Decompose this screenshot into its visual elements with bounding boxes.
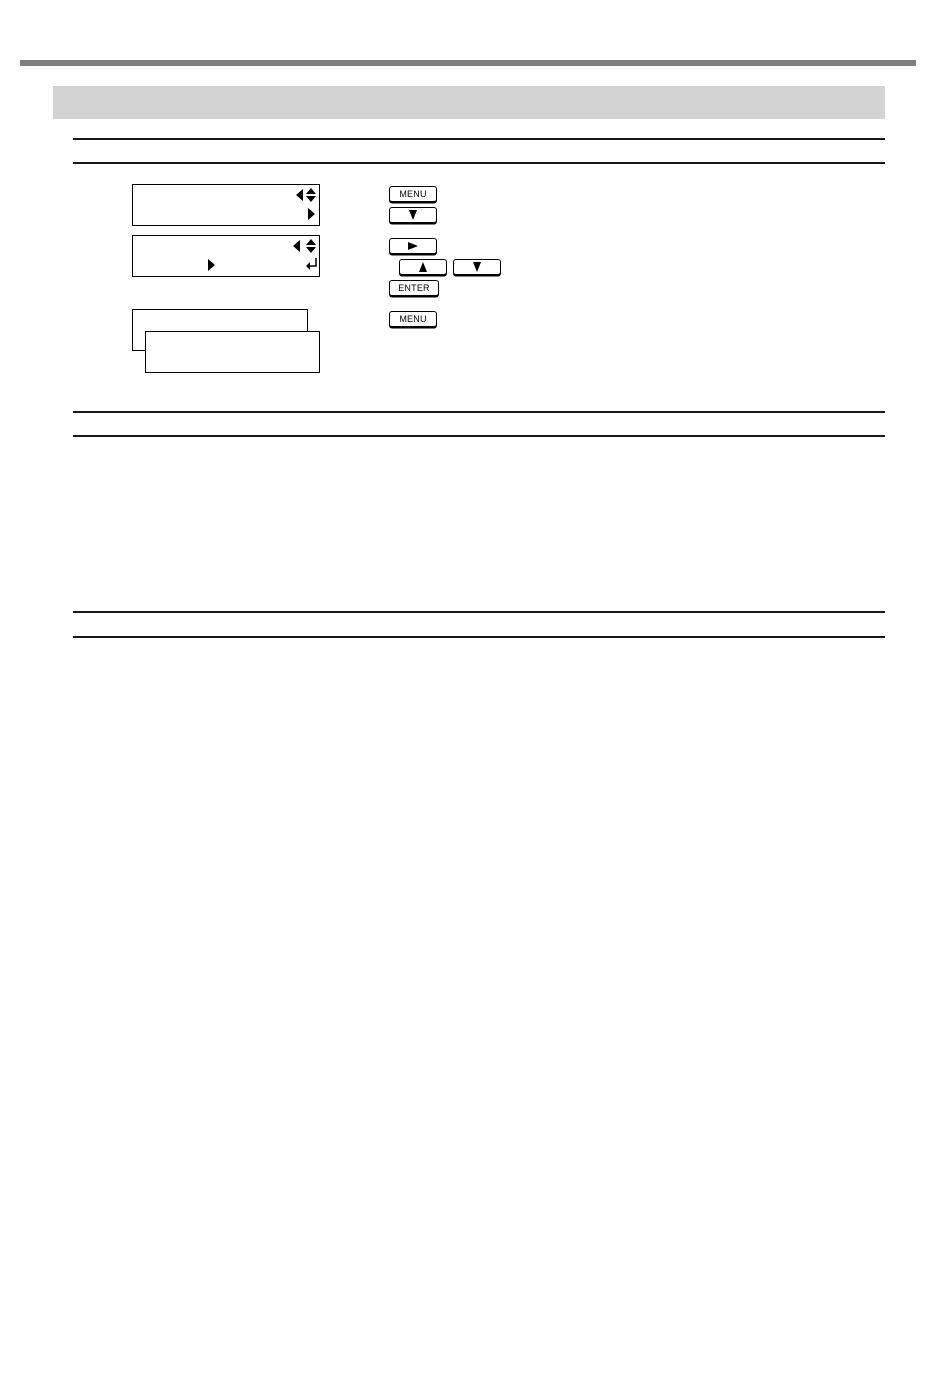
right-arrow-icon (308, 208, 315, 220)
left-arrow-icon (293, 240, 301, 252)
down-key-button[interactable] (389, 207, 437, 223)
up-down-arrow-icon (306, 188, 316, 202)
down-arrow-icon (473, 262, 481, 272)
lcd-screen-2 (132, 235, 320, 277)
up-down-arrow-icon (306, 239, 316, 253)
lcd-screen-3-front (145, 331, 320, 373)
menu-key-label: MENU (399, 314, 427, 324)
section-3-rule-bottom (73, 636, 885, 638)
right-key-button[interactable] (389, 238, 437, 254)
section-3-rule-top (73, 611, 885, 613)
enter-key-button[interactable] (389, 280, 439, 296)
menu-key-button[interactable] (389, 186, 437, 202)
up-arrow-icon (419, 262, 427, 272)
section-2-rule-top (73, 411, 885, 413)
enter-key-label: ENTER (398, 283, 430, 293)
procedure-header-rule-bottom (73, 162, 885, 164)
down-key-button-2[interactable] (453, 259, 501, 275)
page-top-rule (20, 60, 916, 66)
procedure-header-rule-top (73, 138, 885, 140)
menu-key-label: MENU (399, 189, 427, 199)
up-key-button[interactable] (399, 259, 447, 275)
down-arrow-icon (409, 210, 417, 220)
enter-return-icon (306, 257, 318, 271)
menu-key-button-2[interactable] (389, 311, 437, 327)
section-2-rule-bottom (73, 435, 885, 437)
right-arrow-icon (408, 242, 418, 250)
left-arrow-icon (296, 189, 304, 201)
section-title-band (53, 86, 885, 119)
right-arrow-icon (208, 259, 215, 271)
lcd-screen-1 (132, 184, 320, 226)
